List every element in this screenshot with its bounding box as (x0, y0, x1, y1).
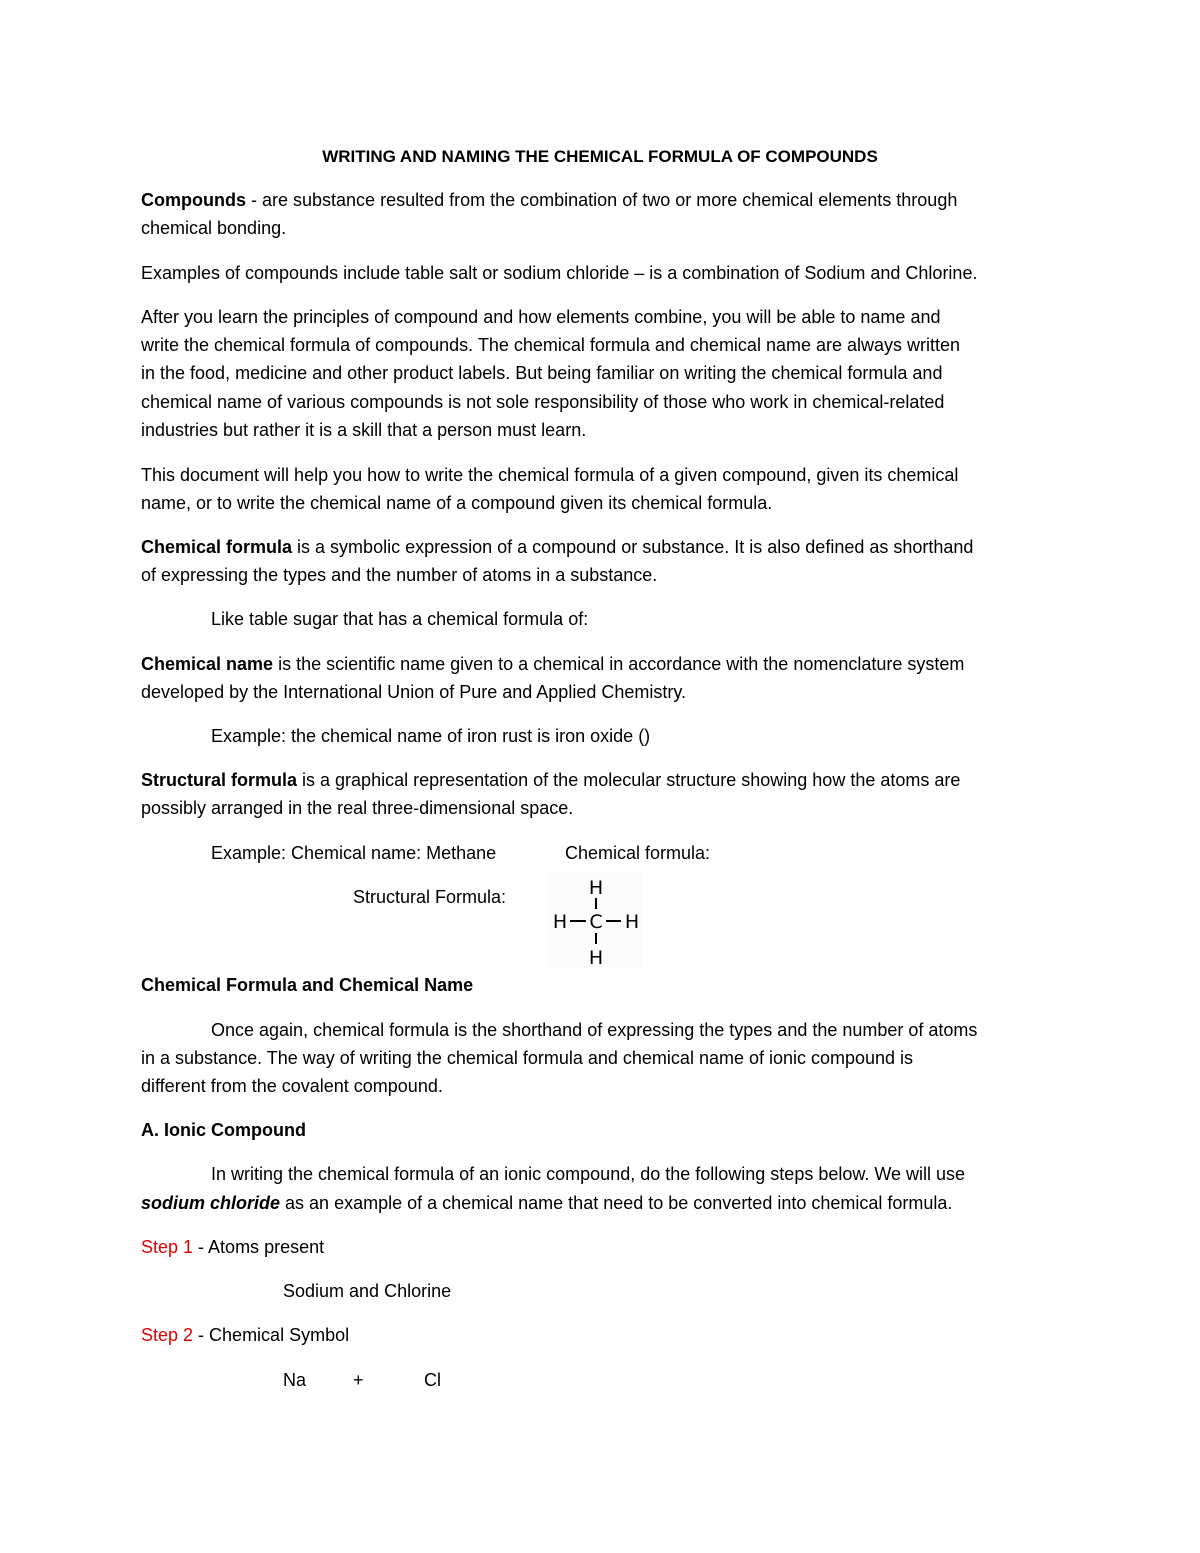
hydrogen-left: H (552, 911, 568, 933)
structural-formula-definition-line-2: possibly arranged in the real three-dimensional space. (141, 798, 574, 818)
step-1-text: - Atoms present (193, 1237, 325, 1257)
step-1-detail: Sodium and Chlorine (283, 1281, 452, 1301)
symbol-chlorine: Cl (424, 1370, 441, 1390)
methane-chemical-formula-label: Chemical formula: (565, 843, 711, 863)
hydrogen-bottom: H (588, 947, 604, 967)
methane-structural-formula-label: Structural Formula: (353, 887, 507, 907)
this-document-line-2: name, or to write the chemical name of a compound given its chemical formula. (141, 493, 773, 513)
symbol-plus: + (353, 1370, 364, 1390)
once-again-line-1: Once again, chemical formula is the shorthand of expressing the types and the number of atoms (211, 1020, 978, 1040)
compounds-term: Compounds (141, 190, 246, 210)
sodium-chloride-emphasis: sodium chloride (141, 1193, 281, 1213)
carbon-center: C (589, 911, 603, 933)
step-2-line (141, 1321, 349, 1349)
once-again-line-3: different from the covalent compound. (141, 1076, 443, 1096)
after-paragraph-line-4: chemical name of various compounds is not sole responsibility of those who work in chemical-related (141, 392, 945, 412)
structural-formula-term: Structural formula (141, 770, 298, 790)
hydrogen-right: H (624, 911, 640, 933)
compounds-definition-line-1 (141, 186, 957, 214)
step-1-line (141, 1233, 324, 1261)
methane-example: Example: Chemical name: Methane (211, 843, 497, 863)
structural-formula-definition-line-1 (141, 766, 960, 794)
chemical-name-definition-text: is the scientific name given to a chemical in accordance with the nomenclature system (273, 654, 965, 674)
chemical-formula-term: Chemical formula (141, 537, 293, 557)
ionic-paragraph-line-1: In writing the chemical formula of an ionic compound, do the following steps below. We will use (211, 1164, 966, 1184)
chemical-name-definition-line-1 (141, 650, 964, 678)
methane-structure-svg (548, 873, 642, 967)
after-paragraph-line-5: industries but rather it is a skill that a person must learn. (141, 420, 587, 440)
after-paragraph-line-3: in the food, medicine and other product labels. But being familiar on writing the chemical formula and (141, 363, 943, 383)
after-paragraph-line-2: write the chemical formula of compounds. The chemical formula and chemical name are always written (141, 335, 961, 355)
chemical-formula-definition-text: is a symbolic expression of a compound or substance. It is also defined as shorthand (292, 537, 974, 557)
chemical-name-definition-line-2: developed by the International Union of Pure and Applied Chemistry. (141, 682, 687, 702)
document-title: WRITING AND NAMING THE CHEMICAL FORMULA OF COMPOUNDS (322, 147, 878, 166)
compounds-definition-text: - are substance resulted from the combination of two or more chemical elements through (246, 190, 958, 210)
compounds-definition-line-2: chemical bonding. (141, 218, 287, 238)
examples-line: Examples of compounds include table salt or sodium chloride – is a combination of Sodium and Chlorine. (141, 263, 978, 283)
step-2-text: - Chemical Symbol (193, 1325, 350, 1345)
structural-formula-definition-text: is a graphical representation of the molecular structure showing how the atoms are (297, 770, 961, 790)
iron-rust-example: Example: the chemical name of iron rust is iron oxide () (211, 726, 651, 746)
section-heading-formula-and-name: Chemical Formula and Chemical Name (141, 975, 474, 995)
chemical-formula-definition-line-2: of expressing the types and the number of atoms in a substance. (141, 565, 658, 585)
once-again-line-2: in a substance. The way of writing the chemical formula and chemical name of ionic compound is (141, 1048, 914, 1068)
step-2-label: Step 2 (141, 1325, 194, 1345)
after-paragraph-line-1: After you learn the principles of compound and how elements combine, you will be able to name and (141, 307, 941, 327)
ionic-paragraph-rest: as an example of a chemical name that need to be converted into chemical formula. (280, 1193, 953, 1213)
ionic-compound-heading: A. Ionic Compound (141, 1120, 306, 1140)
step-1-label: Step 1 (141, 1237, 194, 1257)
chemical-name-term: Chemical name (141, 654, 274, 674)
symbol-sodium: Na (283, 1370, 307, 1390)
this-document-line-1: This document will help you how to write the chemical formula of a given compound, given its chemical (141, 465, 959, 485)
chemical-formula-definition-line-1 (141, 533, 973, 561)
table-sugar-line: Like table sugar that has a chemical formula of: (211, 609, 589, 629)
hydrogen-top: H (588, 877, 604, 899)
ionic-paragraph-line-2 (141, 1189, 952, 1217)
methane-structural-diagram (548, 873, 642, 967)
